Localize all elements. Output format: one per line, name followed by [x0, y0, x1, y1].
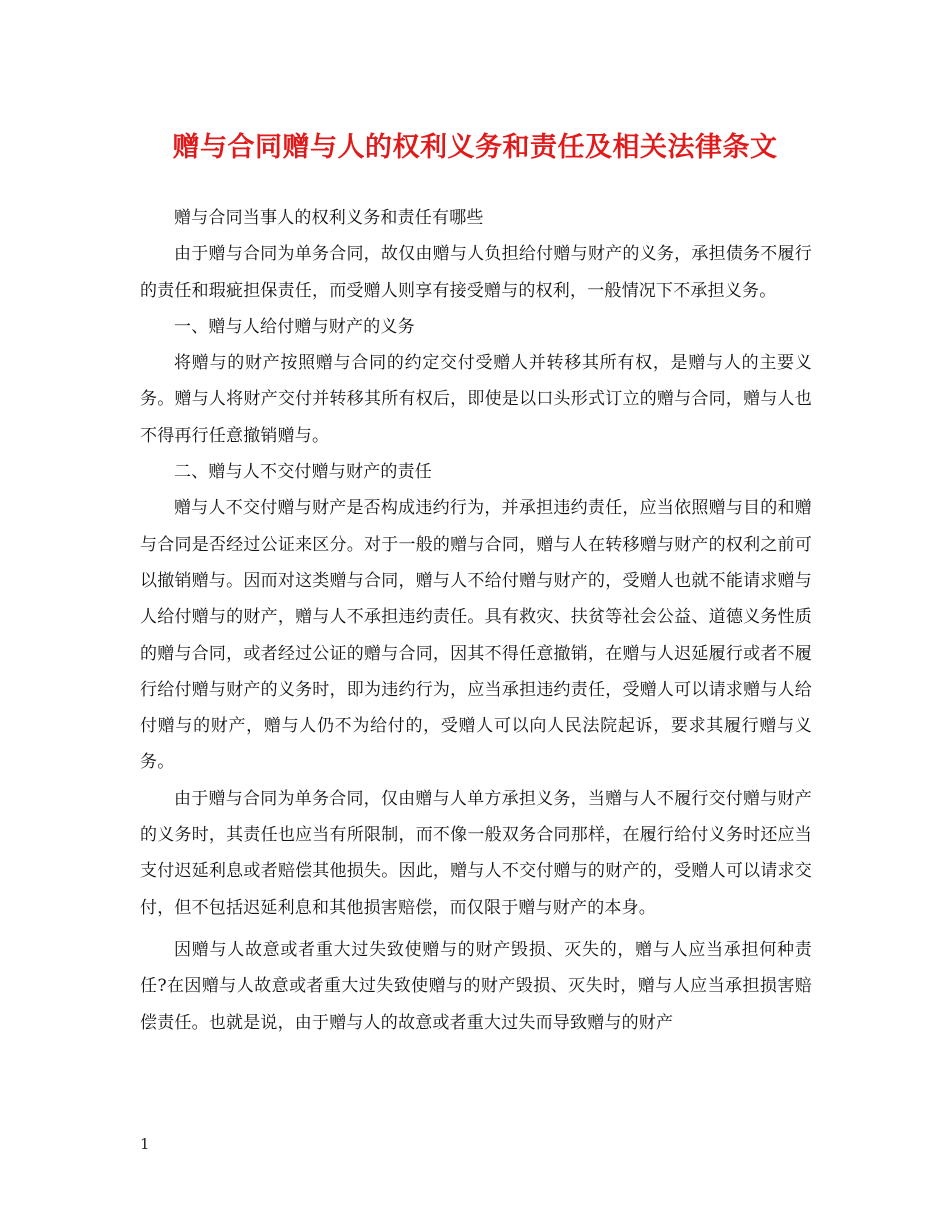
section-heading: 二、赠与人不交付赠与财产的责任 — [174, 462, 432, 483]
document-body — [140, 200, 812, 1041]
paragraph: 因赠与人故意或者重大过失致使赠与的财产毁损、灭失的，赠与人应当承担何种责任?在因赠与人故意或者重大过失致使赠与的财产毁损、灭失时，赠与人应当承担损害赔偿责任。也就是说，由于赠与人的故意或者重大过失而导致赠与的财产 — [140, 939, 812, 1033]
document-title: 赠与合同赠与人的权利义务和责任及相关法律条文 — [172, 132, 778, 163]
paragraph: 由于赠与合同为单务合同，故仅由赠与人负担给付赠与财产的义务，承担债务不履行的责任和瑕疵担保责任，而受赠人则享有接受赠与的权利，一般情况下不承担义务。 — [140, 244, 812, 301]
paragraph-heading: 赠与合同当事人的权利义务和责任有哪些 — [174, 208, 484, 228]
paragraph: 由于赠与合同为单务合同，仅由赠与人单方承担义务，当赠与人不履行交付赠与财产的义务时，其责任也应当有所限制，而不像一般双务合同那样，在履行给付义务时还应当支付迟延利息或者赔偿其他损失。因此，赠与人不交付赠与的财产的，受赠人可以请求交付，但不包括迟延利息和其他损害赔偿，而仅限于赠与财产的本身。 — [140, 788, 812, 918]
page-number: 1 — [140, 1135, 150, 1153]
section-heading: 一、赠与人给付赠与财产的义务 — [174, 316, 415, 337]
paragraph: 赠与人不交付赠与财产是否构成违约行为，并承担违约责任，应当依照赠与目的和赠与合同是否经过公证来区分。对于一般的赠与合同，赠与人在转移赠与财产的权利之前可以撤销赠与。因而对这类赠与合同，赠与人不给付赠与财产的，受赠人也就不能请求赠与人给付赠与的财产，赠与人不承担违约责任。具有救灾、扶贫等社会公益、道德义务性质的赠与合同，或者经过公证的赠与合同，因其不得任意撤销，在赠与人迟延履行或者不履行给付赠与财产的义务时，即为违约行为，应当承担违约责任，受赠人可以请求赠与人给付赠与的财产，赠与人仍不为给付的，受赠人可以向人民法院起诉，要求其履行赠与义务。 — [140, 498, 812, 773]
paragraph: 将赠与的财产按照赠与合同的约定交付受赠人并转移其所有权，是赠与人的主要义务。赠与人将财产交付并转移其所有权后，即使是以口头形式订立的赠与合同，赠与人也不得再行任意撤销赠与。 — [140, 353, 812, 446]
